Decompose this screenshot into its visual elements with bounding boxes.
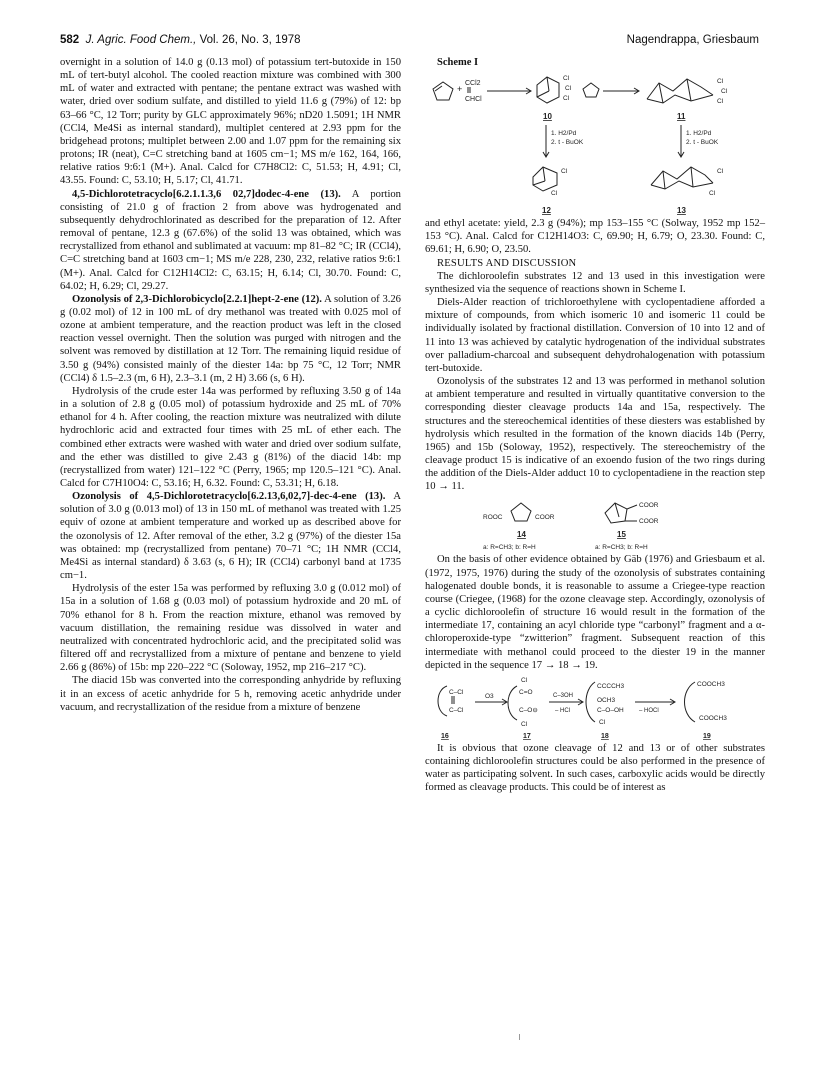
cl-label: Cl (551, 190, 558, 198)
group-label: C–O–OH (597, 706, 624, 714)
paragraph: The dichloroolefin substrates 12 and 13 used in this investigation were synthesized via the sequence of reactions shown in Scheme I. (425, 270, 765, 295)
compound-15-structure (605, 502, 659, 525)
compound-13-structure (651, 167, 724, 197)
compound-label: 17 (523, 732, 531, 740)
paragraph: Hydrolysis of the ester 15a was performed by refluxing 3.0 g (0.012 mol) of 15a in a solution of 1.68 g (0.03 mol) of potassium hydroxide and 20 mL of 70% ethanol for 8 h. From the reaction mixture, ethanol was removed by vacuum distillation, the remaining residue was dissolved in water and neutralized with concentrated hydrochloric acid, and the precipitated solid was filtered off and recrystallized from a mixture of pentane and benzene to yield 2.66 g (86%) of 15b: mp 220–222 °C (Soloway, 1952, mp 216–217 °C). (60, 583, 401, 674)
compound-10-structure (537, 75, 572, 103)
compound-label: 19 (703, 732, 711, 740)
compound-16-structure (438, 686, 464, 716)
atom-label: Cl (599, 718, 606, 726)
group-label: COOCH3 (697, 680, 725, 688)
compound-12-structure (533, 167, 568, 197)
paragraph: Ozonolysis of the substrates 12 and 13 was performed in methanol solution at ambient temperature and resulted in virtually quantitative conversion to the corresponding diester cleavage products 14a and 15a, respectively. The structures and the stereochemical identities of these diesters was established by hydrolysis which resulted in the formation of the known diacids 14b (Perry, 1965) and 15b (Soloway, 1952), respectively. The stereochemistry of the cleavage product 15 is indicative of an exoendo fusion of the two rings during the addition of the Diels-Alder adduct 10 to cyclopentadiene in the reaction step 10 → 11. (425, 376, 765, 493)
header-left (60, 34, 301, 46)
reaction-step: 2. t - BuOK (551, 139, 584, 147)
compound-definition: a: R=CH3; b: R=H (483, 544, 536, 552)
header-authors: Nagendrappa, Griesbaum (626, 34, 759, 46)
cl-label: Cl (717, 98, 724, 106)
cyclopentadiene-ring (433, 82, 453, 100)
compound-label: 15 (617, 530, 626, 540)
atom-label: Cl (521, 720, 528, 728)
procedure-heading: Ozonolysis of 4,5-Dichlorotetracyclo[6.2.13,6,02,7]-dec-4-ene (13). (72, 491, 386, 503)
substituent-label: COOR (639, 502, 659, 510)
procedure-heading: 4,5-Dichlorotetracyclo[6.2.1.1.3,6 02,7]dodec-4-ene (13). (72, 188, 341, 200)
cl-label: Cl (565, 85, 572, 93)
compound-label: 14 (517, 530, 526, 540)
bond-label: C–O⊖ (519, 706, 538, 714)
paragraph: Hydrolysis of the crude ester 14a was performed by refluxing 3.50 g of 14a in a solution of 2.8 g (0.05 mol) of potassium hydroxide and 25 mL of 70% ethanol for 4 h. After cooling, the reaction mixture was neutralized with dilute hydrochloric acid and extracted four times with 25 mL of ether each. The combined ether extracts were washed with water and dried over sodium sulfate, and the ether was distilled to give 2.43 g (81%) of the diacid 14b: mp (recrystallized from water) 121–122 °C (Perry, 1965; mp 120.5–121 °C). Anal. Calcd for C7H10O4: C, 53.16; H, 6.32. Found: C, 53.31; H, 6.18. (60, 385, 401, 489)
reaction-step: 1. H2/Pd (686, 130, 712, 138)
paragraph: Diels-Alder reaction of trichloroethylene with cyclopentadiene afforded a mixture of compounds, from which isomeric 10 and isomeric 11 could be individually isolated by fractional distillation. Conversion of 10 into 12 and of 11 into 13 was achieved by catalytic hydrogenation of the individual substrates over palladium-charcoal and subsequent dehydrohalogenation with potassium tert-butoxide. (425, 297, 765, 374)
cl-label: Cl (717, 78, 724, 86)
paragraph: and ethyl acetate: yield, 2.3 g (94%); mp 153–155 °C (Solway, 1952 mp 152–153 °C). Anal. Calcd for C12H14O3: C, 69.90; H, 6.79; O, 23.30. Found: C, 69.61; H, 6.90; O, 23.50. (425, 218, 765, 256)
paragraph: On the basis of other evidence obtained by Gäb (1976) and Griesbaum et al. (1972, 1975, 1976) during the study of the ozonolysis of substrates containing halogenated double bonds, it is reasonable to assume a Criegee-type reaction course (Criegee, (1968) for the ozone cleavage step. Accordingly, ozonolysis of a cyclic dichloroolefin of structure 16 would result in the formation of the intermediate 17, containing an acyl chloride type “carbonyl” fragment and a α-chloroperoxide-type “zwitterion” fragment. Subsequent reaction of this intermediate with methanol could proceed to the diester 19 in the manner depicted in the sequence 17 → 18 → 19. (425, 554, 765, 671)
compound-label: 13 (677, 206, 686, 216)
compound-label: 16 (441, 732, 449, 740)
compound-11-structure (647, 78, 728, 105)
paragraph (60, 188, 401, 293)
procedure-heading: Ozonolysis of 2,3-Dichlorobicyclo[2.2.1]hept-2-ene (12). (72, 293, 322, 305)
compound-14-structure (483, 503, 555, 521)
procedure-text: A portion consisting of 21.0 g of fraction 2 from above was hydrogenated and subsequently dehydrochlorinated as described for the preparation of 12. After removal of pentane, 12.3 g (67.6%) of the solid 13 was obtained, which was recrystallized from ethanol and sublimated at vacuum: mp 81–82 °C; IR (CCl4), C=C stretching band at 1603 cm−1; MS m/e 228, 230, 232, relative ratios 9:6:1 (M+). Anal. Calcd for C12H14Cl2: C, 63.15; H, 6.14; Cl, 30.70. Found: C, 64.02; H, 6.29; Cl, 29.27. (60, 188, 401, 292)
cyclopentadiene-ring (583, 83, 599, 97)
cl-label: Cl (563, 95, 570, 103)
bond-label: C=O (519, 688, 533, 696)
compound-label: 12 (542, 206, 551, 216)
page-header (60, 34, 759, 50)
section-heading: RESULTS AND DISCUSSION (437, 257, 577, 269)
compound-label: 11 (677, 112, 686, 122)
left-column (60, 56, 401, 714)
reagent-top: CCl2 (465, 80, 481, 88)
reagent-label: – HOCl (639, 707, 659, 714)
cl-label: Cl (717, 168, 724, 176)
atom-label: Cl (521, 676, 528, 684)
reagent-label: C–3OH (553, 692, 574, 699)
compound-19-structure (685, 681, 728, 722)
group-label: CCCCH3 (597, 682, 625, 690)
compound-18-structure (586, 682, 624, 726)
page-number: 582 (60, 34, 80, 46)
compound-17-structure (508, 677, 538, 728)
substituent-label: COOR (639, 518, 659, 526)
procedure-text: A solution of 3.26 g (0.02 mol) of 12 in 100 mL of dry methanol was treated with 0.025 mol of ozone at ambient temperature, and the reaction product was left in the closed reaction vessel overnight. Then the solution was purged with nitrogen and the solvent was removed by distillation at 12 Torr. The remaining liquid residue of 3.50 g (94%) consisted mainly of the diester 14a: bp 75 °C, 12 Torr; NMR (CCl4) δ 1.5–2.3 (m, 6 H), 2.3–3.1 (m, 2 H) 3.66 (s, 6 H). (60, 293, 401, 384)
plus-sign: + (457, 84, 463, 95)
bond-label: C–Cl (449, 688, 464, 696)
cl-label: Cl (721, 88, 728, 96)
paragraph (60, 293, 401, 385)
reagent-label: O3 (485, 692, 494, 700)
reaction-step: 1. H2/Pd (551, 130, 577, 138)
substituent-label: COOR (535, 514, 555, 522)
mechanism-figure (425, 672, 765, 742)
compound-definition: a: R=CH3; b: R=H (595, 544, 648, 552)
journal-volume: Vol. 26, No. 3, 1978 (199, 34, 301, 46)
compound-label: 18 (601, 732, 609, 740)
compound-label: 10 (543, 112, 552, 122)
cl-label: Cl (709, 190, 716, 198)
bond-label: C–Cl (449, 706, 464, 714)
diester-structures-figure (425, 493, 765, 553)
procedure-text: A solution of 3.0 g (0.013 mol) of 13 in 150 mL of methanol was treated with 1.25 equiv of ozone at ambient temperature and worked up as described above for the ozonolysis of 12. After removal of the ether, 3.2 g (97%) of the diester 15a was obtained: mp (recrystallized from pentane) 70–71 °C; 1H NMR (CCl4, Me4Si as internal standard) δ 3.63 (s, 6 H); IR (CCl4) carbonyl band at 1735 cm−1. (60, 491, 401, 582)
journal-name: J. Agric. Food Chem., (85, 34, 197, 46)
group-label: COOCH3 (699, 714, 727, 722)
scheme-label: Scheme I (437, 57, 479, 68)
substituent-label: ROOC (483, 514, 503, 522)
paragraph (60, 490, 401, 582)
paragraph: overnight in a solution of 14.0 g (0.13 mol) of potassium tert-butoxide in 150 mL of tert-butyl alcohol. The cooled reaction mixture was combined with 300 mL of water and extracted with pentane; the pentane extract was washed with water, dried over sodium sulfate, and distilled to yield 11.6 g (79%) of 12: bp 63–66 °C, 12 Torr; purity by GLC approximately 96%; nD20 1.5091; 1H NMR (CCl4, Me4Si as internal standard), multiplet centered at 2.93 ppm for the bridgehead protons; multiplet between 2.00 and 1.07 ppm for the remaining six protons; IR (neat), C=C stretching band at 1605 cm−1; MS m/e 162, 164, 166, relative ratios 9:6:1 (M+). Anal. Calcd for C7H8Cl2: C, 51.53; H, 4.91; Cl, 43.55. Found: C, 53.10; H, 5.17; Cl, 41.71. (60, 57, 401, 187)
scheme-figure (425, 69, 765, 217)
cl-label: Cl (561, 168, 568, 176)
paragraph: The diacid 15b was converted into the corresponding anhydride by refluxing it in an excess of acetic anhydride for 5 h, removing acetic anhydride under vacuum, and recrystallization of the residue from a mixture of benzene (60, 675, 401, 713)
cl-label: Cl (563, 75, 570, 83)
paragraph: It is obvious that ozone cleavage of 12 and 13 or of other substrates containing dichloroolefin structures could be also performed in the presence of water as participating solvent. In such cases, carboxylic acids would be directly formed as cleavage products. This could be of interest as (425, 742, 765, 794)
group-label: OCH3 (597, 696, 616, 704)
reaction-step: 2. t - BuOK (686, 139, 719, 147)
right-column (425, 56, 765, 794)
reagent-label: – HCl (555, 707, 571, 714)
page-mark (519, 1034, 520, 1040)
reagent-bottom: CHCl (465, 96, 482, 104)
